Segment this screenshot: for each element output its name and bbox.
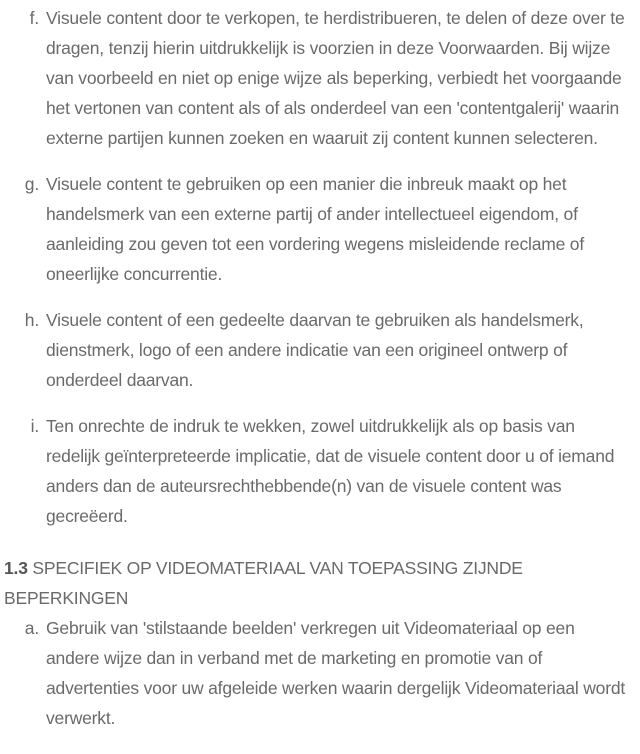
list-item-f xyxy=(0,3,640,153)
list-marker: h. xyxy=(24,310,39,330)
list-marker: i. xyxy=(30,416,39,436)
restrictions-list xyxy=(0,3,640,531)
list-item-h xyxy=(0,305,640,395)
list-item-text: Visuele content te gebruiken op een manier die inbreuk maakt op het handelsmerk van een externe partij of ander intellectueel eigendom, of aanleiding zou geven tot een vordering wegens misleidende reclame of oneerlijke concurrentie. xyxy=(46,174,585,284)
list-marker: g. xyxy=(24,174,39,194)
list-item-text: Gebruik van 'stilstaande beelden' verkregen uit Videomateriaal op een andere wijze dan in verband met de marketing en promotie van of advertenties voor uw afgeleide werken waarin dergelijk Videomateriaal wordt verwerkt. xyxy=(46,618,626,728)
section-number: 1.3 xyxy=(4,558,28,578)
list-item-a xyxy=(0,613,640,733)
list-item-i xyxy=(0,411,640,531)
section-title: SPECIFIEK OP VIDEOMATERIAAL VAN TOEPASSING ZIJNDE BEPERKINGEN xyxy=(4,558,523,608)
list-item-text: Ten onrechte de indruk te wekken, zowel uitdrukkelijk als op basis van redelijk geïnterpreteerde implicatie, dat de visuele content door u of iemand anders dan de auteursrechthebbende(n) van de visuele content was gecreëerd. xyxy=(46,416,615,526)
video-restrictions-list xyxy=(0,613,640,733)
section-heading xyxy=(4,553,640,613)
list-item-g xyxy=(0,169,640,289)
list-marker: a. xyxy=(24,618,39,638)
list-marker: f. xyxy=(29,8,39,28)
list-item-text: Visuele content of een gedeelte daarvan te gebruiken als handelsmerk, dienstmerk, logo of een andere indicatie van een origineel ontwerp of onderdeel daarvan. xyxy=(46,310,584,390)
list-item-text: Visuele content door te verkopen, te herdistribueren, te delen of deze over te dragen, tenzij hierin uitdrukkelijk is voorzien in deze Voorwaarden. Bij wijze van voorbeeld en niet op enige wijze als beperking, verbiedt het voorgaande het vertonen van content als of als onderdeel van een 'contentgalerij' waarin externe partijen kunnen zoeken en waaruit zij content kunnen selecteren. xyxy=(46,8,625,148)
